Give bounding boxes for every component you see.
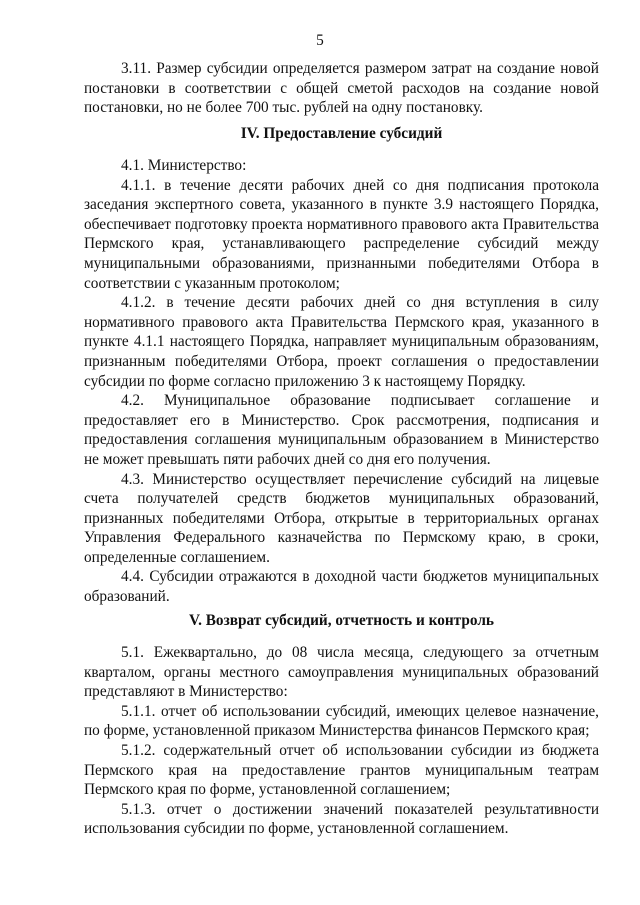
section-heading-v: V. Возврат субсидий, отчетность и контроль <box>189 612 494 629</box>
section-v-body <box>84 643 599 839</box>
paragraph-3-11 <box>84 59 599 118</box>
paragraph-5-1-3: 5.1.3. отчет о достижении значений показателей результативности использования субсидии по форме, установленной соглашением. <box>84 800 599 838</box>
paragraph-5-1-2: 5.1.2. содержательный отчет об использовании субсидии из бюджета Пермского края на предоставление грантов муниципальным театрам Пермского края по форме, установленной соглашением; <box>84 741 599 799</box>
page-number: 5 <box>316 32 324 49</box>
paragraph-4-1-1: 4.1.1. в течение десяти рабочих дней со дня подписания протокола заседания экспертного совета, указанного в пункте 3.9 настоящего Порядка, обеспечивает подготовку проекта нормативного правового акта Правительства Пермского края, устанавливающего распределение субсидий между муниципальными образованиями, признанными победителями Отбора в соответствии с указанным протоколом; <box>84 176 599 292</box>
paragraph-4-4: 4.4. Субсидии отражаются в доходной части бюджетов муниципальных образований. <box>84 568 599 606</box>
paragraph-text: 3.11. Размер субсидии определяется размером затрат на создание новой постановки в соответствии с общей сметой расходов на создание новой постановки, но не более 700 тыс. рублей на одну постановку. <box>84 60 599 117</box>
paragraph-4-3: 4.3. Министерство осуществляет перечисление субсидий на лицевые счета получателей средств бюджетов муниципальных образований, признанных победителями Отбора, открытые в территориальных органах Управления Федерального казначейства по Пермскому краю, в сроки, определенные соглашением. <box>84 470 599 566</box>
section-heading-iv: IV. Предоставление субсидий <box>240 125 443 142</box>
section-iv-body <box>84 156 599 607</box>
paragraph-5-1: 5.1. Ежеквартально, до 08 числа месяца, следующего за отчетным кварталом, органы местного самоуправления муниципальных образований представляют в Министерство: <box>84 644 599 701</box>
paragraph-4-1: 4.1. Министерство: <box>121 157 247 174</box>
paragraph-4-1-2: 4.1.2. в течение десяти рабочих дней со дня вступления в силу нормативного правового акта Правительства Пермского края, указанного в пункте 4.1.1 настоящего Порядка, направляет муниципальным образованиям, признанным победителями Отбора, проект соглашения о предоставлении субсидии по форме согласно приложению 3 к настоящему Порядку. <box>84 294 599 390</box>
paragraph-4-2: 4.2. Муниципальное образование подписывает соглашение и предоставляет его в Министерство. Срок рассмотрения, подписания и предоставления соглашения муниципальным образованием в Министерство не может превышать пяти рабочих дней со дня его получения. <box>84 392 599 468</box>
paragraph-5-1-1: 5.1.1. отчет об использовании субсидий, имеющих целевое назначение, по форме, установленной приказом Министерства финансов Пермского края; <box>84 702 599 740</box>
